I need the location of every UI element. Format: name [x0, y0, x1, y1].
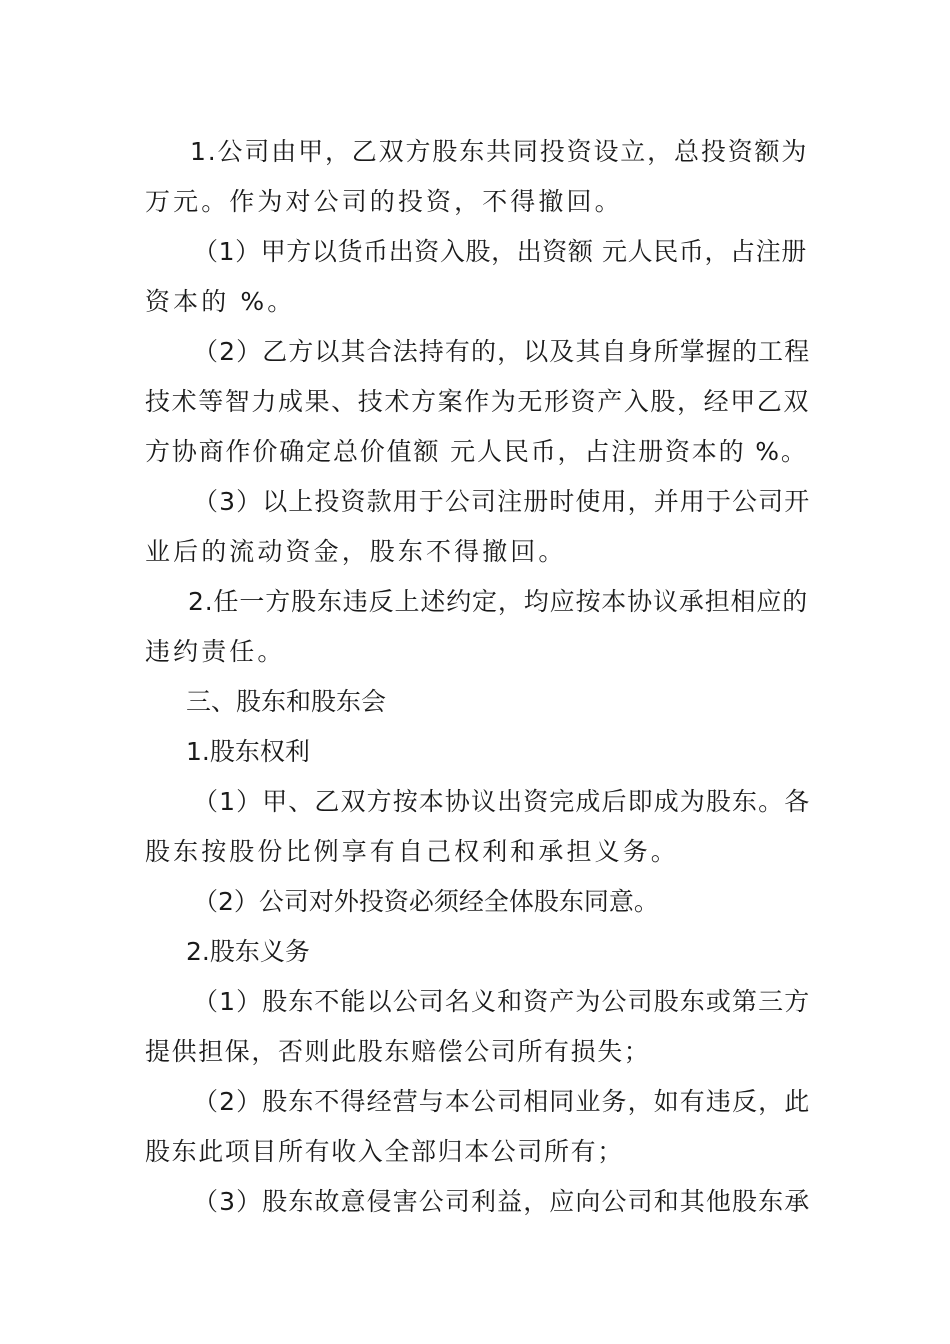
paragraph-line: （3）以上投资款用于公司注册时使用，并用于公司开: [193, 487, 811, 516]
paragraph-line: 方协商作价确定总价值额 元人民币，占注册资本的 %。: [145, 437, 808, 466]
paragraph-line: 1.公司由甲，乙双方股东共同投资设立，总投资额为: [190, 137, 809, 166]
paragraph-line: 资本的 %。: [145, 287, 296, 316]
paragraph-line: （2）公司对外投资必须经全体股东同意。: [193, 887, 659, 916]
paragraph-line: 万元。作为对公司的投资，不得撤回。: [145, 187, 623, 216]
section-heading: 三、股东和股东会: [186, 687, 387, 716]
paragraph-line: 提供担保，否则此股东赔偿公司所有损失；: [145, 1037, 651, 1066]
paragraph-line: 技术等智力成果、技术方案作为无形资产入股，经甲乙双: [145, 387, 811, 416]
paragraph-line: 2.任一方股东违反上述约定，均应按本协议承担相应的: [188, 587, 809, 616]
paragraph-line: （2）乙方以其合法持有的，以及其自身所掌握的工程: [193, 337, 811, 366]
paragraph-line: （1）甲、乙双方按本协议出资完成后即成为股东。各: [193, 787, 811, 816]
paragraph-line: （1）甲方以货币出资入股，出资额 元人民币，占注册: [193, 237, 807, 266]
subsection-heading: 1.股东权利: [186, 737, 310, 766]
paragraph-line: 业后的流动资金，股东不得撤回。: [145, 537, 567, 566]
paragraph-line: 股东按股份比例享有自己权利和承担义务。: [145, 837, 679, 866]
paragraph-line: 股东此项目所有收入全部归本公司所有；: [145, 1137, 624, 1166]
paragraph-line: （1）股东不能以公司名义和资产为公司股东或第三方: [193, 987, 811, 1016]
paragraph-line: 违约责任。: [145, 637, 286, 666]
paragraph-line: （3）股东故意侵害公司利益，应向公司和其他股东承: [193, 1187, 811, 1216]
paragraph-line: （2）股东不得经营与本公司相同业务，如有违反，此: [193, 1087, 811, 1116]
subsection-heading: 2.股东义务: [186, 937, 310, 966]
